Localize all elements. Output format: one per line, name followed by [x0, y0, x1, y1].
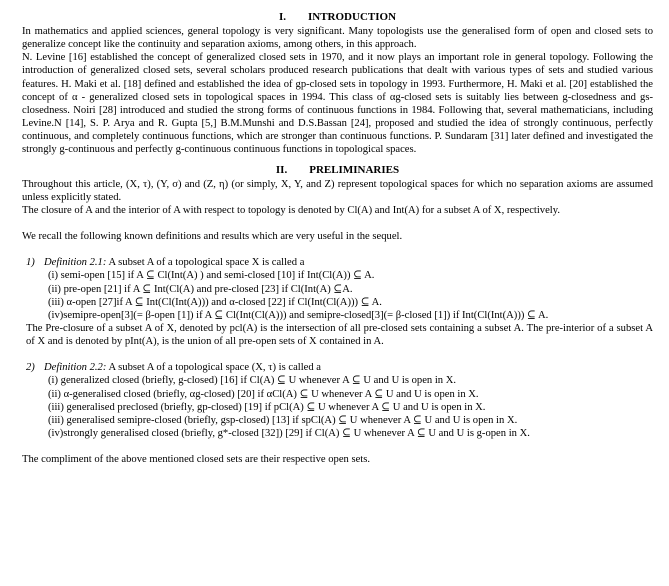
definition-item: (iv)semipre-open[3](= β-open [1]) if A ⊆ Cl(Int(Cl(A))) and semipre-closed[3](= β-closed [1]) if Int(Cl(Int(A))) ⊆ A.	[48, 309, 549, 321]
intro-paragraph-2: N. Levine [16] established the concept of generalized closed sets in 1970, and it now plays an important role in general topology. Following the introduction of generalized closed sets, several scholars produced research publications that dealt with various types of sets and studied various features. H. Maki et al. [18] defined and established the idea of gp-closed sets in topology in 1993. Furthermore, H. Maki et al. [20] established the concept of α - generalized closed sets in topological spaces in 1994. This class of αg-closed sets is suitably lies between g-closedness and gs-closedness. Noiri [28] introduced and studied the strong forms of continuous functions in 1984. Following that, several mathematicians, including Levine.N [14], S. P. Arya and R. Gupta [5,] B.M.Munshi and D.S.Bassan [24], proposed and studied the idea of strongly continuous, perfectly continuous, and completely continuous functions, which are stronger than continuous functions. P. Sundaram [31] later defined and investigated the strongly g-continuous and perfectly g-continuous continuous functions in topological spaces.	[22, 52, 653, 156]
definition-name: Definition 2.2:	[44, 362, 107, 374]
definition-item: (i) generalized closed (briefly, g-closed) [16] if Cl(A) ⊆ U whenever A ⊆ U and U is open in X.	[48, 375, 457, 387]
section-title: PRELIMINARIES	[309, 163, 400, 176]
definition-text: A subset A of a topological space (X, τ) is called a	[106, 362, 322, 374]
preclosure-paragraph: The Pre-closure of a subset A of X, denoted by pcl(A) is the intersection of all pre-closed sets containing a subset A. The pre-interior of a subset A of X and is denoted by pInt(A), is the union of all pre-open sets of X contained in A.	[26, 322, 653, 348]
intro-paragraph-1: In mathematics and applied sciences, general topology is very significant. Many topologists use the generalised form of open and closed sets to generalize concept like the continuity and separation axioms, among others, in this approach.	[22, 26, 653, 51]
closing-sentence: The compliment of the above mentioned closed sets are their respective open sets.	[22, 454, 371, 466]
definition-item: (i) semi-open [15] if A ⊆ Cl(Int(A) ) and semi-closed [10] if Int(Cl(A)) ⊆ A.	[48, 270, 375, 282]
definition-number: 1)	[26, 257, 35, 269]
definition-number: 2)	[26, 362, 35, 374]
section-number: II.	[275, 163, 288, 176]
definition-2-1	[22, 256, 653, 269]
section-title: INTRODUCTION	[308, 11, 397, 23]
section-heading-introduction	[22, 10, 653, 25]
recall-sentence: We recall the following known definitions and results which are very useful in the sequel.	[22, 231, 403, 243]
section-heading-preliminaries	[22, 163, 653, 178]
definition-item: (iii) α-open [27]if A ⊆ Int(Cl(Int(A))) and α-closed [22] if Cl(Int(Cl(A))) ⊆ A.	[48, 296, 382, 308]
definition-item: (iv)strongly generalised closed (briefly, g*-closed [32]) [29] if Cl(A) ⊆ U whenever A ⊆ U and U is g-open in X.	[48, 428, 530, 440]
definition-item: (ii) pre-open [21] if A ⊆ Int(Cl(A) and pre-closed [23] if Cl(Int(A) ⊆A.	[48, 283, 353, 295]
definition-item: (iii) generalised preclosed (briefly, gp-closed) [19] if pCl(A) ⊆ U whenever A ⊆ U and U is open in X.	[48, 401, 486, 413]
definition-item: (ii) α-generalised closed (briefly, αg-closed) [20] if αCl(A) ⊆ U whenever A ⊆ U and U is open in X.	[48, 388, 479, 400]
definition-name: Definition 2.1:	[44, 257, 107, 269]
definition-text: A subset A of a topological space X is called a	[106, 257, 305, 269]
prelim-paragraph-2: The closure of A and the interior of A with respect to topology is denoted by Cl(A) and Int(A) for a subset A of X, respectively.	[22, 204, 561, 216]
prelim-paragraph-1: Throughout this article, (X, τ), (Y, σ) and (Z, η) (or simply, X, Y, and Z) represent topological spaces for which no separation axioms are assumed unless explicitly stated.	[22, 178, 653, 203]
definition-item: (iii) generalised semipre-closed (briefly, gsp-closed) [13] if spCl(A) ⊆ U whenever A ⊆ U and U is open in X.	[48, 414, 518, 426]
definition-2-2	[22, 361, 653, 374]
section-number: I.	[278, 11, 286, 23]
